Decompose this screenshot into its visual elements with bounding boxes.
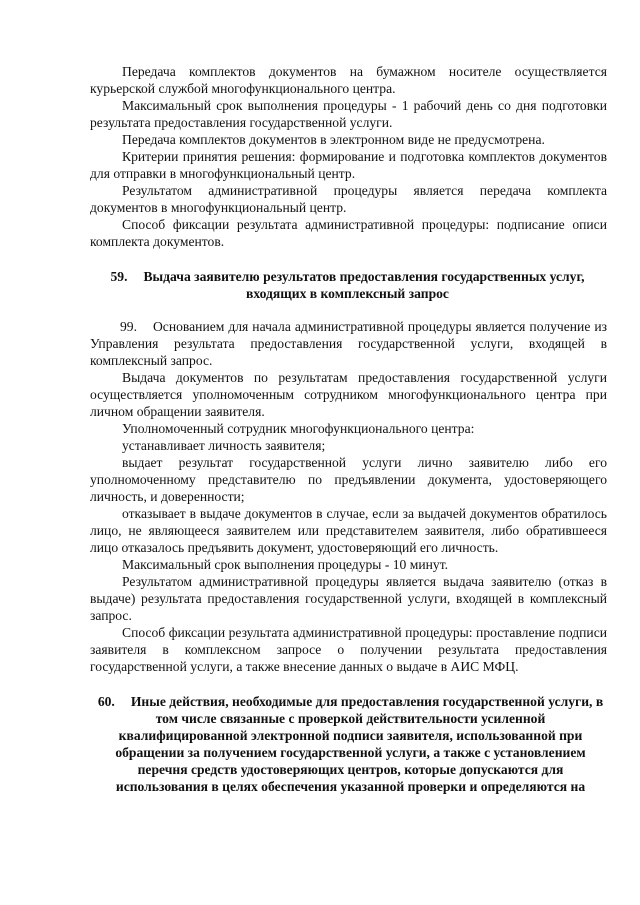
section-number: 59.	[110, 269, 128, 284]
paragraph: Результатом административной процедуры является выдача заявителю (отказ в выдаче) результата предоставления государственной услуги, входящей в комплексный запрос.	[90, 574, 607, 623]
section-title: Выдача заявителю результатов предоставления государственных услуг, входящих в комплексный запрос	[143, 269, 585, 301]
section-title: Иные действия, необходимые для предоставления государственной услуги, в том числе связанные с проверкой действительности усиленной квалифицированной электронной подписи заявителя, использованной при обращении за получением государственной услуги, а также с установлением перечня средств удостоверяющих центров, которые допускаются для использования в целях обеспечения указанной проверки и определяются на	[115, 694, 604, 794]
paragraph: Максимальный срок выполнения процедуры - 10 минут.	[122, 557, 449, 572]
clause-text: Основанием для начала административной процедуры является получение из Управления результата предоставления государственной услуги, входящей в комплексный запрос.	[90, 319, 607, 368]
paragraph: устанавливает личность заявителя;	[122, 438, 326, 453]
paragraph: Способ фиксации результата административной процедуры: проставление подписи заявителя в комплексном запросе о получении результата предоставления государственной услуги, а также внесение данных о выдаче в АИС МФЦ.	[90, 625, 607, 674]
paragraph: Максимальный срок выполнения процедуры - 1 рабочий день со дня подготовки результата предоставления государственной услуги.	[90, 98, 607, 130]
paragraph: Способ фиксации результата административной процедуры: подписание описи комплекта документов.	[90, 217, 607, 249]
clause-number: 99.	[120, 319, 137, 334]
paragraph: Уполномоченный сотрудник многофункционального центра:	[122, 421, 475, 436]
paragraph: выдает результат государственной услуги лично заявителю либо его уполномоченному представителю по предъявлении документа, удостоверяющего личность, и доверенности;	[90, 455, 607, 504]
paragraph: Передача комплектов документов в электронном виде не предусмотрена.	[122, 132, 545, 147]
paragraph: Критерии принятия решения: формирование и подготовка комплектов документов для отправки в многофункциональный центр.	[90, 149, 607, 181]
document-body	[90, 63, 607, 795]
section-heading-59	[90, 268, 607, 302]
paragraph: Передача комплектов документов на бумажном носителе осуществляется курьерской службой многофункционального центра.	[90, 64, 607, 96]
clause-99	[90, 318, 607, 369]
section-heading-60	[90, 693, 607, 795]
paragraph: Результатом административной процедуры является передача комплекта документов в многофункциональный центр.	[90, 183, 607, 215]
paragraph: Выдача документов по результатам предоставления государственной услуги осуществляется уполномоченным сотрудником многофункционального центра при личном обращении заявителя.	[90, 370, 607, 419]
section-number: 60.	[97, 694, 115, 709]
paragraph: отказывает в выдаче документов в случае, если за выдачей документов обратилось лицо, не являющееся заявителем или представителем заявителя, либо обратившееся лицо отказалось предъявить документ, удостоверяющий его личность.	[90, 506, 607, 555]
